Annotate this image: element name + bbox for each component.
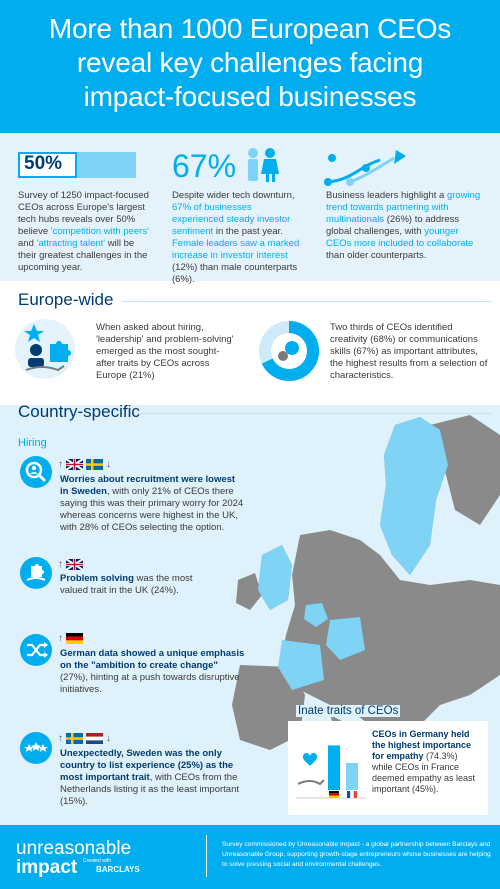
section-rule: [140, 413, 492, 414]
flags-uk-sweden: [58, 459, 111, 470]
stat3-text: Business leaders highlight a growing trend towards partnering with multinationals (26%) to address global challenges, with younger CEOs more included to collaborate than older counterparts.: [326, 190, 481, 261]
stars-icon: [20, 732, 52, 764]
traits-title: Inate traits of CEOs: [298, 705, 399, 717]
europe-wide-right-text: Two thirds of CEOs identified creativity (68%) or communications skills (67%) as important attributes, the highest results from a selection of characteristics.: [330, 322, 488, 381]
germany-flag-icon: [66, 633, 83, 644]
france-flag-icon: [347, 791, 357, 798]
france-bar: [346, 763, 358, 790]
section-title-country-specific: Country-specific: [18, 402, 140, 421]
logo-unreasonable: unreasonable: [16, 838, 132, 859]
magnifier-person-icon: [20, 456, 52, 488]
netherlands-flag-icon: [86, 733, 103, 744]
title-line-1: More than 1000 European CEOs: [48, 13, 452, 44]
stat2-value: 67%: [172, 148, 237, 184]
barclays-logo: BARCLAYS: [96, 865, 140, 874]
arrow-down-icon: ↓: [106, 459, 111, 470]
section-title-europe-wide: Europe-wide: [18, 290, 114, 309]
item1-text: Worries about recruitment were lowest in Sweden, with only 21% of CEOs there saying this was their primary worry for 2024 whereas concerns were highest in the UK, with 28% of CEOs selecting the option.: [60, 474, 244, 533]
item3-text: German data showed a unique emphasis on the "ambition to create change" (27%), hinting at a push towards disruptive initiatives.: [60, 648, 245, 695]
stat1-text: Survey of 1250 impact-focused CEOs across Europe's largest tech hubs reveals over 50% believe 'competition with peers' and 'attracting talent' will be their greatest challenges in the upcoming year.: [18, 190, 149, 273]
people-icon: [242, 146, 282, 186]
creativity-donut-icon: [256, 318, 322, 384]
flags-uk: [58, 559, 83, 570]
hand-icon: [298, 780, 324, 784]
sweden-flag-icon: [66, 733, 83, 744]
arrow-up-icon: ↑: [58, 633, 63, 644]
stat2-text: Despite wider tech downturn, 67% of businesses experienced steady investor sentiment in the past year. Female leaders saw a marked increase in investor interest (12%) than male counterparts (6%).: [172, 190, 300, 285]
arrow-up-icon: ↑: [58, 733, 63, 744]
arrow-up-icon: ↑: [58, 459, 63, 470]
network-arrow-icon: [322, 146, 412, 188]
item4-text: Unexpectedly, Sweden was the only country to list experience (25%) as the most important trait, with CEOs from the Netherlands listing it as the least important (15%).: [60, 748, 240, 807]
bar-remaining-portion: [77, 152, 136, 178]
header-banner: [0, 0, 500, 133]
arrow-down-icon: ↓: [106, 733, 111, 744]
section-rule: [122, 301, 492, 302]
stat1-value: 50%: [24, 153, 63, 174]
footer-text: Survey commissioned by Unreasonable Impact - a global partnership between Barclays and Unreasonable Group, supporting growth-stage entrepreneurs whose businesses are helping to solve pressing social and environmental challenges.: [222, 841, 491, 868]
page-title: [0, 0, 500, 114]
germany-flag-icon: [329, 791, 339, 798]
title-line-3: impact-focused businesses: [83, 81, 417, 112]
item2-text: Problem solving was the most valued trait in the UK (24%).: [60, 573, 193, 596]
hiring-icon: [14, 318, 76, 380]
shuffle-icon: [20, 634, 52, 666]
footer-divider: [206, 835, 207, 877]
arrow-up-icon: ↑: [58, 559, 63, 570]
fifty-percent-bar: [18, 152, 136, 178]
hiring-subtitle: Hiring: [18, 437, 47, 449]
uk-flag-icon: [66, 459, 83, 470]
heart-icon: [303, 753, 317, 766]
flags-germany: [58, 633, 83, 644]
logo-impact: impact: [16, 857, 78, 878]
puzzle-hand-icon: [20, 557, 52, 589]
traits-bar-chart: [296, 728, 366, 800]
uk-flag-icon: [66, 559, 83, 570]
traits-text: CEOs in Germany held the highest importance for empathy (74.3%) while CEOs in France deemed empathy as least important (45%).: [372, 729, 476, 794]
germany-bar: [328, 745, 340, 790]
flags-sweden-netherlands: [58, 733, 111, 744]
sweden-flag-icon: [86, 459, 103, 470]
europe-wide-left-text: When asked about hiring, 'leadership' and problem-solving' emerged as the most sought-after traits by CEOs across Europe (21%): [96, 322, 234, 381]
created-with-label: Created with: [83, 858, 112, 864]
title-line-2: reveal key challenges facing: [76, 47, 424, 78]
